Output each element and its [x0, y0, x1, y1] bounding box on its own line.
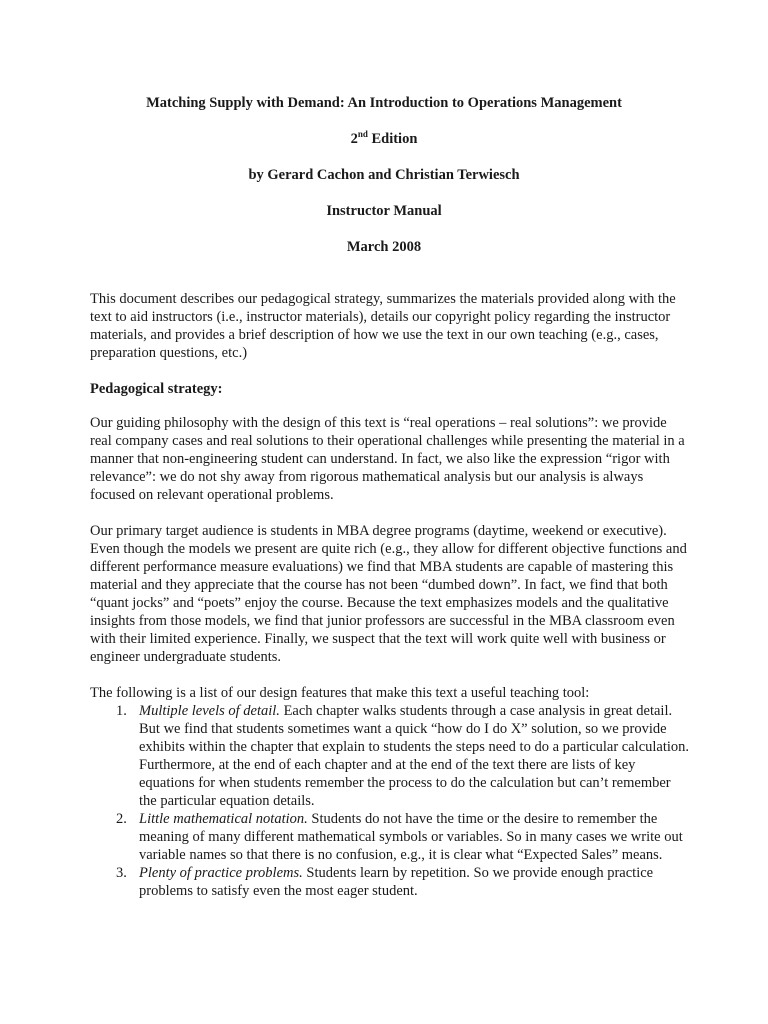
- document-date: March 2008: [346, 239, 422, 255]
- list-item: [90, 702, 690, 810]
- edition-word: Edition: [371, 131, 418, 147]
- document-title: Matching Supply with Demand: An Introduction to Operations Management: [146, 95, 622, 111]
- philosophy-paragraph: Our guiding philosophy with the design of this text is “real operations – real solutions”: we provide real company cases and real solutions to their operational challenges while presenting the material in a manner that non-engineering student can understand. In fact, we also like the expression “rigor with relevance”: we do not shy away from rigorous mathematical analysis but our analysis is always focused on relevant operational problems.: [90, 415, 685, 503]
- list-item-term: Little mathematical notation.: [139, 811, 308, 827]
- audience-paragraph: Our primary target audience is students in MBA degree programs (daytime, weekend or executive). Even though the models we present are quite rich (e.g., they allow for different objective functions and different performance measure evaluations) we find that MBA students are capable of mastering this material and they appreciate that the course has not been “dumbed down”. In fact, we find that both “quant jocks” and “poets” enjoy the course. Because the text emphasizes models and the qualitative insights from those models, we find that junior professors are successful in the MBA classroom even with their limited experience. Finally, we suspect that the text will work quite well with business or engineer undergraduate students.: [90, 523, 687, 665]
- edition-number: 2: [350, 131, 358, 147]
- document-type: Instructor Manual: [326, 203, 442, 219]
- list-item-term: Multiple levels of detail.: [139, 703, 280, 719]
- list-item-text: Students learn by repetition. So we provide enough practice problems to satisfy even the most eager student.: [139, 865, 654, 899]
- list-item-text: Students do not have the time or the desire to remember the meaning of many different mathematical symbols or variables. So in many cases we write out variable names so that there is no confusion, e.g., it is clear what “Expected Sales” means.: [139, 811, 683, 863]
- list-item-number: 1.: [116, 703, 127, 719]
- authors-line: by Gerard Cachon and Christian Terwiesch: [248, 167, 520, 183]
- section-heading: Pedagogical strategy:: [90, 381, 223, 397]
- list-item-number: 2.: [116, 811, 127, 827]
- features-list: [90, 702, 690, 900]
- list-item-text: Each chapter walks students through a case analysis in great detail. But we find that students sometimes want a quick “how do I do X” solution, so we provide exhibits within the chapter that explain to students the steps need to do a particular calculation. Furthermore, at the end of each chapter and at the end of the text there are lists of key equations for when students remember the process to do the calculation but can’t remember the particular equation details.: [139, 703, 690, 809]
- intro-paragraph: This document describes our pedagogical strategy, summarizes the materials provided along with the text to aid instructors (i.e., instructor materials), details our copyright policy regarding the instructor materials, and provides a brief description of how we use the text in our own teaching (e.g., cases, preparation questions, etc.): [90, 291, 676, 361]
- list-item-number: 3.: [116, 865, 127, 881]
- edition-line: [0, 130, 768, 148]
- list-item-term: Plenty of practice problems.: [139, 865, 303, 881]
- list-item: [90, 810, 690, 864]
- edition-suffix: nd: [357, 129, 368, 140]
- list-item: [90, 864, 690, 900]
- list-intro: The following is a list of our design features that make this text a useful teaching tool:: [90, 685, 590, 701]
